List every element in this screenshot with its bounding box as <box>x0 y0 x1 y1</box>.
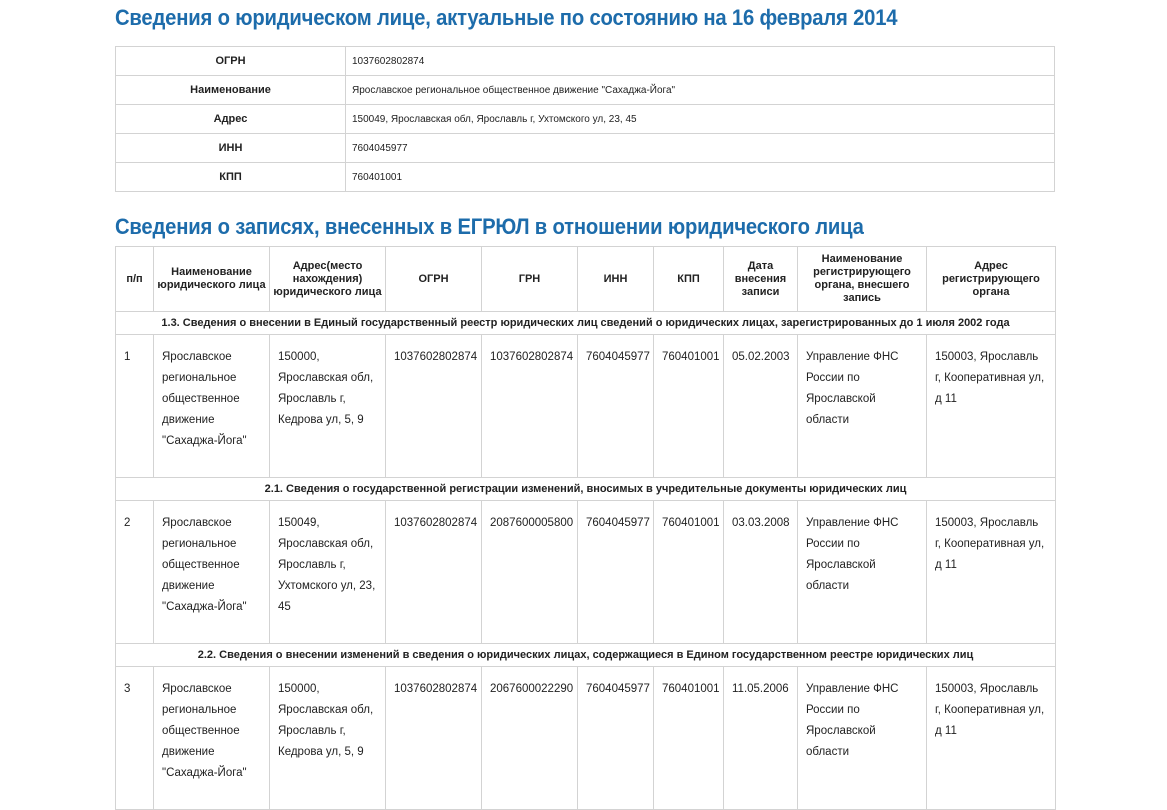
cell-num: 1 <box>116 335 154 478</box>
cell-authority-address: 150003, Ярославль г, Кооперативная ул, д 11 <box>927 667 1056 810</box>
info-label: КПП <box>116 163 346 192</box>
cell-authority: Управление ФНС России по Ярославской области <box>798 335 927 478</box>
cell-authority-address: 150003, Ярославль г, Кооперативная ул, д 11 <box>927 335 1056 478</box>
column-header: КПП <box>654 247 724 312</box>
column-header: ОГРН <box>386 247 482 312</box>
cell-name: Ярославское региональное общественное движение "Сахаджа-Йога" <box>154 667 270 810</box>
records-section-title: Сведения о записях, внесенных в ЕГРЮЛ в отношении юридического лица <box>115 214 864 239</box>
info-row-ogrn <box>116 47 1055 76</box>
cell-date: 03.03.2008 <box>724 501 798 644</box>
table-row <box>116 667 1056 810</box>
section-row <box>116 478 1056 501</box>
cell-authority: Управление ФНС России по Ярославской области <box>798 501 927 644</box>
cell-inn: 7604045977 <box>578 335 654 478</box>
records-header-row <box>116 247 1056 312</box>
info-row-inn <box>116 134 1055 163</box>
column-header: п/п <box>116 247 154 312</box>
info-label: Наименование <box>116 76 346 105</box>
info-row-address <box>116 105 1055 134</box>
cell-kpp: 760401001 <box>654 335 724 478</box>
cell-kpp: 760401001 <box>654 501 724 644</box>
cell-ogrn: 1037602802874 <box>386 501 482 644</box>
column-header: Наименование регистрирующего органа, внесшего запись <box>798 247 927 312</box>
cell-authority-address: 150003, Ярославль г, Кооперативная ул, д 11 <box>927 501 1056 644</box>
info-label: Адрес <box>116 105 346 134</box>
cell-name: Ярославское региональное общественное движение "Сахаджа-Йога" <box>154 501 270 644</box>
section-row <box>116 312 1056 335</box>
cell-num: 3 <box>116 667 154 810</box>
cell-ogrn: 1037602802874 <box>386 335 482 478</box>
info-value: Ярославское региональное общественное движение "Сахаджа-Йога" <box>346 76 1055 105</box>
info-label: ОГРН <box>116 47 346 76</box>
column-header: Наименование юридического лица <box>154 247 270 312</box>
info-value: 7604045977 <box>346 134 1055 163</box>
section-row <box>116 644 1056 667</box>
column-header: Адрес регистрирующего органа <box>927 247 1056 312</box>
cell-address: 150000, Ярославская обл, Ярославль г, Кедрова ул, 5, 9 <box>270 335 386 478</box>
column-header: Дата внесения записи <box>724 247 798 312</box>
cell-address: 150049, Ярославская обл, Ярославль г, Ухтомского ул, 23, 45 <box>270 501 386 644</box>
cell-grn: 2067600022290 <box>482 667 578 810</box>
page-title: Сведения о юридическом лице, актуальные по состоянию на 16 февраля 2014 <box>115 5 898 30</box>
column-header: Адрес(место нахождения) юридического лица <box>270 247 386 312</box>
table-row <box>116 501 1056 644</box>
info-label: ИНН <box>116 134 346 163</box>
info-row-name <box>116 76 1055 105</box>
info-value: 150049, Ярославская обл, Ярославль г, Ухтомского ул, 23, 45 <box>346 105 1055 134</box>
cell-grn: 1037602802874 <box>482 335 578 478</box>
cell-num: 2 <box>116 501 154 644</box>
cell-authority: Управление ФНС России по Ярославской области <box>798 667 927 810</box>
cell-kpp: 760401001 <box>654 667 724 810</box>
table-row <box>116 335 1056 478</box>
cell-address: 150000, Ярославская обл, Ярославль г, Кедрова ул, 5, 9 <box>270 667 386 810</box>
info-row-kpp <box>116 163 1055 192</box>
section-title: 2.1. Сведения о государственной регистрации изменений, вносимых в учредительные документы юридических лиц <box>116 478 1056 501</box>
cell-inn: 7604045977 <box>578 501 654 644</box>
section-title: 2.2. Сведения о внесении изменений в сведения о юридических лицах, содержащиеся в Едином государственном реестре юридических лиц <box>116 644 1056 667</box>
records-table <box>115 246 1056 810</box>
section-title: 1.3. Сведения о внесении в Единый государственный реестр юридических лиц сведений о юридических лицах, зарегистрированных до 1 июля 2002 года <box>116 312 1056 335</box>
cell-ogrn: 1037602802874 <box>386 667 482 810</box>
column-header: ИНН <box>578 247 654 312</box>
cell-date: 11.05.2006 <box>724 667 798 810</box>
cell-date: 05.02.2003 <box>724 335 798 478</box>
column-header: ГРН <box>482 247 578 312</box>
info-value: 1037602802874 <box>346 47 1055 76</box>
cell-name: Ярославское региональное общественное движение "Сахаджа-Йога" <box>154 335 270 478</box>
cell-inn: 7604045977 <box>578 667 654 810</box>
info-value: 760401001 <box>346 163 1055 192</box>
entity-info-table <box>115 46 1055 192</box>
cell-grn: 2087600005800 <box>482 501 578 644</box>
